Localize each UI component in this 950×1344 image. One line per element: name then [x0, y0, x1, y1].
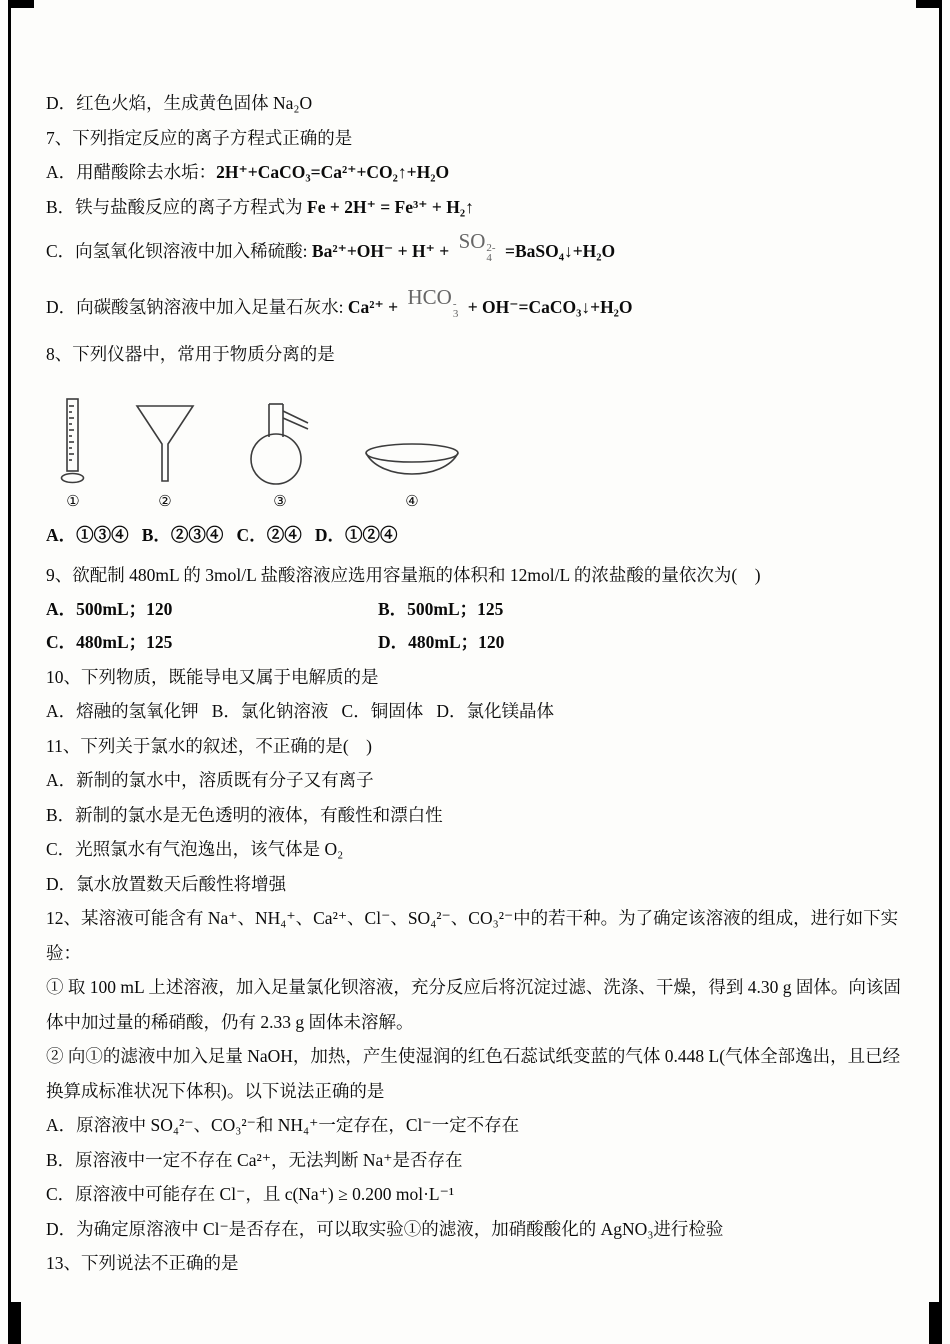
instrument-4-label: ④ — [405, 493, 419, 510]
question-7-option-c — [46, 229, 910, 272]
sulfate-ion-formula-image — [459, 224, 496, 263]
question-12-option-c: C．原溶液中可能存在 Cl⁻，且 c(Na⁺) ≥ 0.200 mol·L⁻¹ — [46, 1184, 455, 1204]
question-9-option-a: A．500mL；120 — [46, 598, 173, 619]
option-d-equation-end: + OH⁻=CaCO₃↓+H₂O — [463, 297, 633, 317]
option-c-equation-start: Ba²⁺+OH⁻ + H⁺ + — [311, 241, 454, 261]
graduated-cylinder-icon — [58, 396, 88, 491]
formula-superscript: 2- — [486, 242, 496, 254]
formula-sub-sup — [453, 299, 459, 319]
question-10-options: A．熔融的氢氧化钾 B．氯化钠溶液 C．铜固体 D．氯化镁晶体 — [46, 701, 554, 721]
question-8-options: A．①③④ B．②③④ C．②④ D．①②④ — [46, 524, 398, 545]
question-12-experiment-1: ① 取 100 mL 上述溶液，加入足量氯化钡溶液，充分反应后将沉淀过滤、洗涤、干燥，得到 4.30 g 固体。向该固体中加过量的稀硝酸，仍有 2.33 g 固体未溶解。 — [46, 977, 901, 1032]
instrument-3-label: ③ — [273, 493, 287, 510]
funnel-icon — [132, 399, 198, 491]
question-12-option-d: D．为确定原溶液中 Cl⁻是否存在，可以取实验①的滤液，加硝酸酸化的 AgNO₃进行检验 — [46, 1218, 724, 1239]
question-12-stem: 12、某溶液可能含有 Na⁺、NH₄⁺、Ca²⁺、Cl⁻、SO₄²⁻、CO₃²⁻中的若干种。为了确定该溶液的组成，进行如下实验： — [46, 908, 899, 963]
option-d-equation-start: Ca²⁺ + — [347, 297, 403, 317]
scan-corner-top-right — [916, 0, 940, 8]
question-11-option-c: C．光照氯水有气泡逸出，该气体是 O₂ — [46, 839, 344, 859]
bicarbonate-ion-formula-image — [407, 280, 458, 319]
question-11-option-b: B．新制的氯水是无色透明的液体，有酸性和漂白性 — [46, 804, 443, 825]
question-12-option-a: A．原溶液中 SO₄²⁻、CO₃²⁻和 NH₄⁺一定存在，Cl⁻一定不存在 — [46, 1115, 520, 1135]
scan-edge-right — [939, 0, 942, 1344]
option-d-text: D．向碳酸氢钠溶液中加入足量石灰水: — [46, 297, 348, 317]
exam-content — [46, 86, 910, 1281]
question-8-stem: 8、下列仪器中，常用于物质分离的是 — [46, 344, 335, 364]
option-a-equation: 2H⁺+CaCO₃=Ca²⁺+CO₂↑+H₂O — [216, 162, 450, 182]
instrument-2 — [132, 399, 198, 510]
option-c-text: C．向氢氧化钡溶液中加入稀硫酸: — [46, 241, 312, 261]
distillation-flask-icon — [242, 396, 318, 491]
option-c-equation-end: =BaSO₄↓+H₂O — [500, 241, 616, 261]
formula-superscript: - — [452, 298, 457, 310]
question-11-option-d: D．氯水放置数天后酸性将增强 — [46, 873, 287, 894]
question-9-option-d: D．480mL；120 — [378, 632, 505, 652]
question-6-option-d: D．红色火焰，生成黄色固体 Na₂O — [46, 93, 313, 113]
formula-base: HCO — [407, 285, 452, 309]
question-12-option-b: B．原溶液中一定不存在 Ca²⁺，无法判断 Na⁺是否存在 — [46, 1149, 463, 1170]
question-7-option-d — [46, 285, 910, 328]
question-10-stem: 10、下列物质，既能导电又属于电解质的是 — [46, 666, 379, 687]
instrument-1-label: ① — [66, 493, 80, 510]
question-9-option-b: B．500mL；125 — [378, 598, 504, 619]
scan-corner-bottom-right — [929, 1302, 942, 1344]
question-11-stem: 11、下列关于氯水的叙述，不正确的是( ) — [46, 735, 373, 756]
question-7-stem: 7、下列指定反应的离子方程式正确的是 — [46, 127, 353, 148]
formula-sub-sup — [486, 243, 495, 263]
scan-edge-left — [8, 0, 11, 1344]
evaporating-dish-icon — [362, 439, 462, 491]
question-7-option-b — [46, 190, 910, 225]
question-8-figure — [58, 388, 910, 510]
scan-corner-bottom-left — [8, 1302, 21, 1344]
question-7-option-a — [46, 155, 910, 190]
question-12-experiment-2: ② 向①的滤液中加入足量 NaOH，加热，产生使湿润的红色石蕊试纸变蓝的气体 0.448 L(气体全部逸出，且已经换算成标准状况下体积)。以下说法正确的是 — [46, 1046, 901, 1101]
question-11-option-a: A．新制的氯水中，溶质既有分子又有离子 — [46, 770, 374, 790]
scan-corner-top-left — [10, 0, 34, 8]
formula-base: SO — [458, 229, 486, 253]
question-13-stem: 13、下列说法不正确的是 — [46, 1253, 239, 1273]
instrument-2-label: ② — [158, 493, 172, 510]
option-b-equation: Fe + 2H⁺ = Fe³⁺ + H₂↑ — [307, 196, 474, 217]
option-a-text: A．用醋酸除去水垢： — [46, 162, 217, 182]
instrument-4 — [362, 439, 462, 510]
question-9-option-c: C．480mL；125 — [46, 632, 173, 652]
question-9-options — [46, 593, 910, 660]
question-9-stem: 9、欲配制 480mL 的 3mol/L 盐酸溶液应选用容量瓶的体积和 12mol/L 的浓盐酸的量依次为( ) — [46, 565, 761, 585]
option-b-text: B．铁与盐酸反应的离子方程式为 — [46, 196, 308, 217]
formula-subscript: 3 — [452, 308, 459, 320]
instrument-3 — [242, 396, 318, 510]
instrument-1 — [58, 396, 88, 510]
formula-subscript: 4 — [486, 252, 492, 264]
